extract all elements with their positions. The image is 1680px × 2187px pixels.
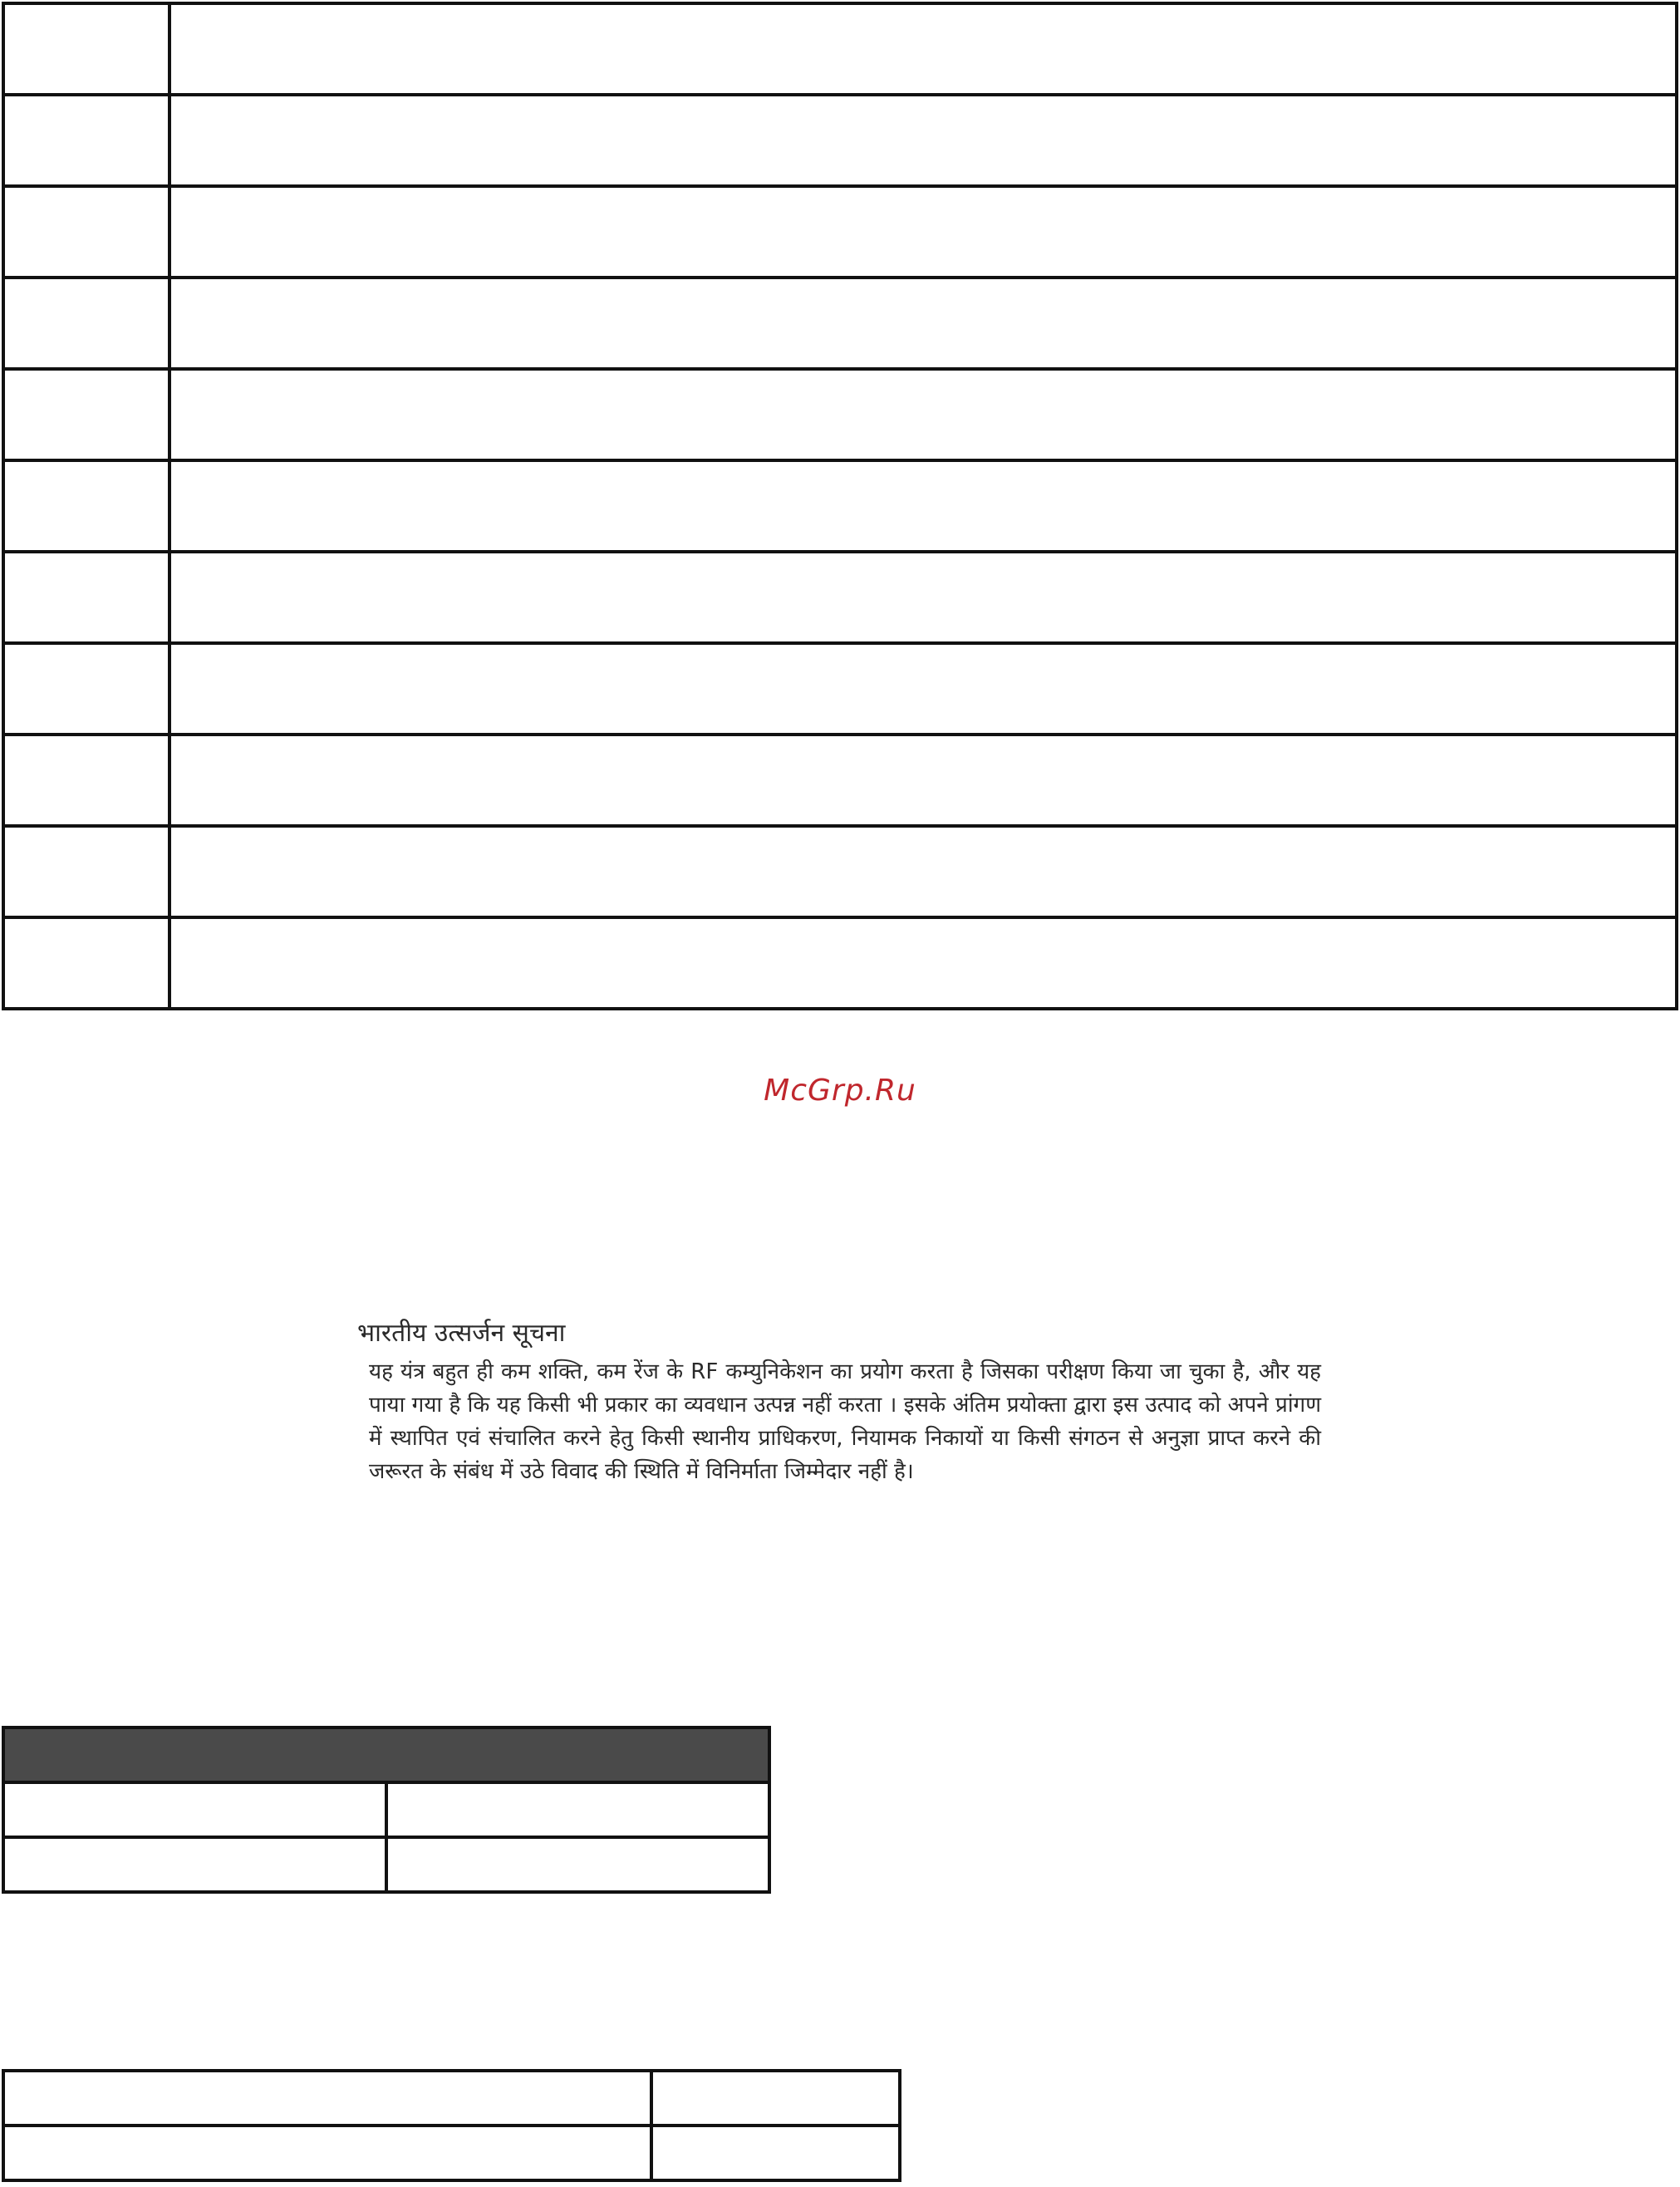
- table-cell: [3, 186, 169, 278]
- table-cell: [651, 2126, 900, 2180]
- table-cell: [169, 460, 1677, 552]
- table-cell: [3, 95, 169, 186]
- table-cell: [3, 552, 169, 643]
- table-row: [3, 2126, 900, 2180]
- table-cell: [386, 1837, 769, 1892]
- table-cell: [169, 826, 1677, 917]
- table-cell: [169, 278, 1677, 369]
- notice-title: भारतीय उत्सर्जन सूचना: [357, 1319, 566, 1348]
- table-row: [3, 460, 1677, 552]
- table-row: [3, 917, 1677, 1009]
- table-row: [3, 2071, 900, 2126]
- table-row: [3, 643, 1677, 735]
- table-row: [3, 95, 1677, 186]
- table-cell: [651, 2071, 900, 2126]
- table-header-row: [3, 1727, 769, 1782]
- table-cell: [3, 826, 169, 917]
- table-cell: [169, 369, 1677, 460]
- table-cell: [3, 278, 169, 369]
- table-cell: [3, 369, 169, 460]
- table-cell: [169, 735, 1677, 826]
- table-cell: [3, 735, 169, 826]
- table-cell: [3, 2071, 651, 2126]
- table-row: [3, 1782, 769, 1837]
- table-cell: [3, 917, 169, 1009]
- table-cell: [3, 2126, 651, 2180]
- table-cell: [386, 1782, 769, 1837]
- notice-body: यह यंत्र बहुत ही कम शक्ति, कम रेंज के RF कम्युनिकेशन का प्रयोग करता है जिसका परीक्षण किया जा चुका है, और यह पाया गया है कि यह किसी भी प्रकार का व्यवधान उत्पन्न नहीं करता । इसके अंतिम प्रयोक्ता द्वारा इस उत्पाद को अपने प्रांगण में स्थापित एवं संचालित करने हेतु किसी स्थानीय प्राधिकरण, नियामक निकायों या किसी संगठन से अनुज्ञा प्राप्त करने की जरूरत के संबंध में उठे विवाद की स्थिति में विनिर्माता जिम्मेदार नहीं है।: [369, 1359, 1321, 1484]
- table-row: [3, 278, 1677, 369]
- table-row: [3, 826, 1677, 917]
- emission-notice: [357, 1317, 1321, 1488]
- table-cell: [169, 3, 1677, 95]
- table-cell: [169, 552, 1677, 643]
- middle-grid-table: [2, 1726, 771, 1894]
- table-header-cell: [3, 1727, 769, 1782]
- table-row: [3, 1837, 769, 1892]
- table-row: [3, 735, 1677, 826]
- table-cell: [169, 643, 1677, 735]
- bottom-grid-table: [2, 2069, 901, 2182]
- top-grid-table: [2, 2, 1678, 1010]
- table-row: [3, 186, 1677, 278]
- table-cell: [3, 3, 169, 95]
- table-cell: [169, 917, 1677, 1009]
- watermark-text: McGrp.Ru: [764, 1074, 916, 1108]
- table-cell: [3, 643, 169, 735]
- table-row: [3, 3, 1677, 95]
- table-cell: [3, 460, 169, 552]
- table-cell: [169, 186, 1677, 278]
- table-row: [3, 552, 1677, 643]
- table-cell: [3, 1837, 386, 1892]
- table-row: [3, 369, 1677, 460]
- table-cell: [3, 1782, 386, 1837]
- table-cell: [169, 95, 1677, 186]
